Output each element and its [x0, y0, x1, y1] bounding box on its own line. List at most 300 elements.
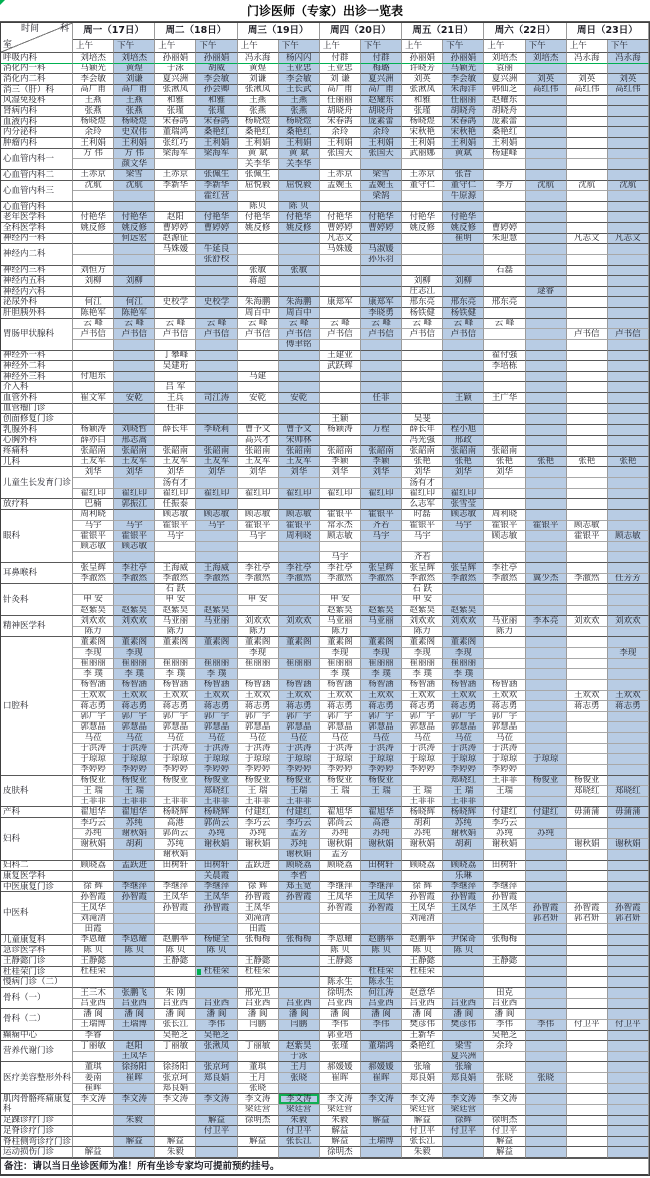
schedule-cell[interactable]: [567, 563, 608, 574]
schedule-cell[interactable]: 王友军: [238, 457, 279, 468]
schedule-cell[interactable]: [567, 372, 608, 383]
schedule-cell[interactable]: 任芳芳: [608, 574, 649, 585]
schedule-cell[interactable]: [279, 924, 320, 935]
schedule-cell[interactable]: 张艳: [567, 457, 608, 468]
schedule-cell[interactable]: 崔晖: [320, 1073, 361, 1084]
schedule-cell[interactable]: [114, 414, 155, 425]
schedule-cell[interactable]: 董瑞鸿: [155, 127, 196, 138]
schedule-cell[interactable]: [73, 340, 114, 351]
schedule-cell[interactable]: 王 瑞: [402, 786, 443, 797]
schedule-cell[interactable]: 马宇: [196, 521, 237, 532]
schedule-cell[interactable]: [484, 669, 525, 680]
schedule-cell[interactable]: 余玲: [484, 1041, 525, 1052]
schedule-cell[interactable]: 潘 阆: [114, 1009, 155, 1020]
schedule-cell[interactable]: [320, 287, 361, 298]
schedule-cell[interactable]: 杨智涵: [443, 680, 484, 691]
schedule-cell[interactable]: [567, 924, 608, 935]
schedule-cell[interactable]: [279, 287, 320, 298]
schedule-cell[interactable]: [608, 1147, 649, 1158]
schedule-cell[interactable]: [567, 627, 608, 638]
schedule-cell[interactable]: 徐明杰: [320, 988, 361, 999]
schedule-cell[interactable]: 杨晓辉: [155, 807, 196, 818]
schedule-cell[interactable]: 霍银平: [73, 531, 114, 542]
schedule-cell[interactable]: [567, 977, 608, 988]
schedule-cell[interactable]: [608, 351, 649, 362]
schedule-cell[interactable]: 王瑞: [279, 786, 320, 797]
schedule-cell[interactable]: 郭慧晶: [320, 722, 361, 733]
schedule-cell[interactable]: 付卫平: [196, 1126, 237, 1137]
schedule-cell[interactable]: 马宇: [114, 521, 155, 532]
schedule-cell[interactable]: 刘谦: [238, 74, 279, 85]
pm-session-header[interactable]: 下午: [114, 40, 155, 53]
schedule-cell[interactable]: 凡志文: [608, 234, 649, 245]
schedule-cell[interactable]: [73, 159, 114, 170]
schedule-cell[interactable]: [73, 871, 114, 882]
schedule-cell[interactable]: [526, 414, 567, 425]
schedule-cell[interactable]: 付艳华: [361, 212, 402, 223]
schedule-cell[interactable]: 张瑜: [443, 1062, 484, 1073]
schedule-cell[interactable]: 潘 阆: [155, 1009, 196, 1020]
schedule-cell[interactable]: [279, 606, 320, 617]
schedule-cell[interactable]: [443, 627, 484, 638]
schedule-cell[interactable]: 时磊: [402, 510, 443, 521]
schedule-cell[interactable]: 李文涛: [279, 1094, 320, 1105]
dept-label[interactable]: 血液内科: [1, 117, 73, 128]
dept-label[interactable]: 泌尿外科: [1, 297, 73, 308]
schedule-cell[interactable]: [443, 914, 484, 925]
schedule-cell[interactable]: 潘 阆: [361, 1009, 402, 1020]
schedule-cell[interactable]: 任菲: [155, 404, 196, 415]
schedule-cell[interactable]: [567, 871, 608, 882]
schedule-cell[interactable]: 王菲菲: [114, 797, 155, 808]
schedule-cell[interactable]: [114, 244, 155, 255]
schedule-cell[interactable]: [608, 149, 649, 160]
schedule-cell[interactable]: [608, 722, 649, 733]
schedule-cell[interactable]: 杨晓煜: [402, 117, 443, 128]
schedule-cell[interactable]: 何江: [114, 297, 155, 308]
schedule-cell[interactable]: [608, 1116, 649, 1127]
schedule-cell[interactable]: 云 峰: [484, 319, 525, 330]
schedule-cell[interactable]: [526, 159, 567, 170]
schedule-cell[interactable]: 张长江: [155, 1020, 196, 1031]
schedule-cell[interactable]: 董素阁: [114, 637, 155, 648]
schedule-cell[interactable]: 霍红营: [196, 191, 237, 202]
schedule-cell[interactable]: 杨建峰: [484, 149, 525, 160]
schedule-cell[interactable]: 苏纯: [402, 829, 443, 840]
schedule-cell[interactable]: 宋春鸽: [443, 117, 484, 128]
schedule-cell[interactable]: 张梅梅: [279, 935, 320, 946]
schedule-cell[interactable]: 孟婉玉: [320, 181, 361, 192]
schedule-cell[interactable]: 史校学: [155, 297, 196, 308]
schedule-cell[interactable]: [608, 1084, 649, 1095]
schedule-cell[interactable]: 赵阳: [114, 1041, 155, 1052]
schedule-cell[interactable]: 卢书信: [73, 329, 114, 340]
schedule-cell[interactable]: 付艳华: [279, 212, 320, 223]
schedule-cell[interactable]: 于琼琼: [320, 754, 361, 765]
schedule-cell[interactable]: [196, 361, 237, 372]
schedule-cell[interactable]: 马亚丽: [196, 616, 237, 627]
schedule-cell[interactable]: [526, 882, 567, 893]
schedule-cell[interactable]: 王静懿: [402, 956, 443, 967]
schedule-cell[interactable]: 解益: [73, 1147, 114, 1158]
schedule-cell[interactable]: [484, 329, 525, 340]
schedule-cell[interactable]: [608, 606, 649, 617]
schedule-cell[interactable]: [320, 967, 361, 978]
schedule-cell[interactable]: 郭广宇: [320, 712, 361, 723]
schedule-cell[interactable]: 霍银平: [320, 510, 361, 521]
schedule-cell[interactable]: 张晓: [238, 1084, 279, 1095]
schedule-cell[interactable]: [567, 542, 608, 553]
schedule-cell[interactable]: 于琼琼: [238, 754, 279, 765]
schedule-cell[interactable]: 朱毅: [155, 1147, 196, 1158]
schedule-cell[interactable]: 郭君妍: [567, 914, 608, 925]
schedule-cell[interactable]: 解益: [238, 1137, 279, 1148]
schedule-cell[interactable]: [526, 138, 567, 149]
schedule-cell[interactable]: [567, 393, 608, 404]
schedule-cell[interactable]: [526, 595, 567, 606]
schedule-cell[interactable]: [443, 1084, 484, 1095]
schedule-cell[interactable]: 张京珂: [196, 1062, 237, 1073]
schedule-cell[interactable]: [484, 946, 525, 957]
schedule-cell[interactable]: 郭慧晶: [279, 722, 320, 733]
schedule-cell[interactable]: [196, 1105, 237, 1116]
schedule-cell[interactable]: [196, 531, 237, 542]
schedule-cell[interactable]: 关李华: [279, 159, 320, 170]
schedule-cell[interactable]: 郭慧晶: [361, 722, 402, 733]
schedule-cell[interactable]: 郭广宇: [443, 712, 484, 723]
schedule-cell[interactable]: 王燕: [73, 96, 114, 107]
schedule-cell[interactable]: 夏兴洲: [484, 74, 525, 85]
schedule-cell[interactable]: [608, 776, 649, 787]
dept-label[interactable]: 神经内六科: [1, 287, 73, 298]
schedule-cell[interactable]: 郭慧晶: [484, 722, 525, 733]
schedule-cell[interactable]: 宋帅林: [279, 436, 320, 447]
schedule-cell[interactable]: [526, 499, 567, 510]
schedule-cell[interactable]: 王颖: [320, 414, 361, 425]
schedule-cell[interactable]: 刘英: [526, 74, 567, 85]
schedule-cell[interactable]: 颜文华: [114, 159, 155, 170]
schedule-cell[interactable]: 李继萍: [196, 882, 237, 893]
dept-label[interactable]: 肌肉骨骼疼痛康复科: [3, 1094, 72, 1115]
schedule-cell[interactable]: [443, 924, 484, 935]
schedule-cell[interactable]: [526, 892, 567, 903]
schedule-cell[interactable]: 张韶南: [155, 446, 196, 457]
schedule-cell[interactable]: [484, 159, 525, 170]
schedule-cell[interactable]: 蒋志勇: [320, 701, 361, 712]
schedule-cell[interactable]: 陈永生: [361, 977, 402, 988]
schedule-cell[interactable]: 周利晓: [73, 510, 114, 521]
schedule-cell[interactable]: 何远宏: [114, 234, 155, 245]
schedule-cell[interactable]: [526, 1041, 567, 1052]
schedule-cell[interactable]: 王燕: [238, 96, 279, 107]
schedule-cell[interactable]: 付卫平: [608, 1020, 649, 1031]
schedule-cell[interactable]: 李伟: [361, 1020, 402, 1031]
schedule-cell[interactable]: [484, 478, 525, 489]
dept-label[interactable]: 精神医学科: [1, 616, 73, 637]
schedule-cell[interactable]: [238, 669, 279, 680]
schedule-cell[interactable]: 薛亦白: [73, 436, 114, 447]
schedule-cell[interactable]: 薛长年: [155, 425, 196, 436]
schedule-cell[interactable]: 郭广宇: [238, 712, 279, 723]
schedule-cell[interactable]: 陈 贝: [114, 946, 155, 957]
schedule-cell[interactable]: [443, 340, 484, 351]
schedule-cell[interactable]: [567, 818, 608, 829]
schedule-cell[interactable]: [155, 871, 196, 882]
dept-label[interactable]: 胃肠甲状腺科: [1, 319, 73, 351]
schedule-cell[interactable]: 吕亚西: [196, 999, 237, 1010]
schedule-cell[interactable]: 孙智霞: [361, 903, 402, 914]
dept-label[interactable]: 康复医学科: [1, 871, 73, 882]
schedule-cell[interactable]: 胡晓舟: [484, 106, 525, 117]
schedule-cell[interactable]: 崔丽丽: [361, 659, 402, 670]
schedule-cell[interactable]: 朱毅: [402, 1147, 443, 1158]
schedule-cell[interactable]: [484, 1052, 525, 1063]
schedule-cell[interactable]: 顾晓荔: [402, 861, 443, 872]
schedule-cell[interactable]: [443, 956, 484, 967]
schedule-cell[interactable]: 曹婷婷: [196, 223, 237, 234]
schedule-cell[interactable]: [526, 149, 567, 160]
schedule-cell[interactable]: 孙智霞: [608, 903, 649, 914]
schedule-cell[interactable]: 武跃辉: [320, 361, 361, 372]
schedule-cell[interactable]: 陈艳军: [114, 308, 155, 319]
schedule-cell[interactable]: 石 跃: [402, 584, 443, 595]
dept-label[interactable]: 神经内五科: [1, 276, 73, 287]
schedule-cell[interactable]: [320, 914, 361, 925]
schedule-cell[interactable]: [279, 351, 320, 362]
schedule-cell[interactable]: [567, 595, 608, 606]
schedule-cell[interactable]: [484, 606, 525, 617]
schedule-cell[interactable]: [196, 478, 237, 489]
schedule-cell[interactable]: [608, 797, 649, 808]
schedule-cell[interactable]: 郭广宇: [196, 712, 237, 723]
schedule-cell[interactable]: [361, 871, 402, 882]
dept-label[interactable]: 眼科: [1, 510, 73, 563]
schedule-cell[interactable]: [114, 478, 155, 489]
dept-label[interactable]: 慢病门诊（二）: [1, 977, 73, 988]
schedule-cell[interactable]: 刘滝清: [402, 914, 443, 925]
dept-label[interactable]: 老年医学科: [1, 212, 73, 223]
schedule-cell[interactable]: 朱海洋: [443, 85, 484, 96]
schedule-cell[interactable]: 孙智霞: [114, 892, 155, 903]
schedule-cell[interactable]: 高港: [155, 818, 196, 829]
day-header[interactable]: 周一（17日）: [73, 23, 155, 40]
schedule-cell[interactable]: [73, 1126, 114, 1137]
schedule-cell[interactable]: [484, 499, 525, 510]
schedule-cell[interactable]: [567, 351, 608, 362]
schedule-cell[interactable]: [114, 584, 155, 595]
schedule-cell[interactable]: 翟红印: [320, 489, 361, 500]
schedule-cell[interactable]: [279, 627, 320, 638]
schedule-cell[interactable]: [567, 170, 608, 181]
schedule-cell[interactable]: 卢书信: [196, 329, 237, 340]
schedule-cell[interactable]: 赵紫昊: [114, 606, 155, 617]
schedule-cell[interactable]: 徐 辉: [402, 882, 443, 893]
schedule-cell[interactable]: 于洪涛: [238, 744, 279, 755]
schedule-cell[interactable]: 张艳: [402, 457, 443, 468]
schedule-cell[interactable]: [279, 967, 320, 978]
schedule-cell[interactable]: 吕亚西: [320, 999, 361, 1010]
schedule-cell[interactable]: [320, 393, 361, 404]
schedule-cell[interactable]: [567, 606, 608, 617]
schedule-cell[interactable]: [402, 234, 443, 245]
schedule-cell[interactable]: 王凤华: [238, 903, 279, 914]
schedule-cell[interactable]: [608, 892, 649, 903]
schedule-cell[interactable]: [114, 914, 155, 925]
schedule-cell[interactable]: [443, 382, 484, 393]
schedule-cell[interactable]: 曹婷婷: [361, 223, 402, 234]
schedule-cell[interactable]: 凡志文: [567, 234, 608, 245]
schedule-cell[interactable]: [567, 244, 608, 255]
schedule-cell[interactable]: 黄 斌: [279, 149, 320, 160]
schedule-cell[interactable]: 梁雪: [114, 170, 155, 181]
schedule-cell[interactable]: 和雅: [402, 96, 443, 107]
schedule-cell[interactable]: [526, 361, 567, 372]
schedule-cell[interactable]: 王长武: [279, 85, 320, 96]
schedule-cell[interactable]: 霍银平: [238, 521, 279, 532]
schedule-cell[interactable]: [608, 659, 649, 670]
schedule-cell[interactable]: 李伟: [484, 1020, 525, 1031]
schedule-cell[interactable]: 傅聿铭: [279, 340, 320, 351]
dept-label[interactable]: 儿童康复科: [1, 935, 73, 946]
schedule-cell[interactable]: 崔丽丽: [196, 659, 237, 670]
schedule-cell[interactable]: 霍银平: [114, 531, 155, 542]
schedule-cell[interactable]: [526, 1105, 567, 1116]
am-session-header[interactable]: 上午: [402, 40, 443, 53]
schedule-cell[interactable]: 马宇: [361, 531, 402, 542]
schedule-cell[interactable]: [484, 924, 525, 935]
schedule-cell[interactable]: 陈 贝: [361, 946, 402, 957]
schedule-cell[interactable]: 李婷婷: [402, 765, 443, 776]
schedule-cell[interactable]: 刘柳: [114, 276, 155, 287]
schedule-cell[interactable]: 刘欢欢: [279, 616, 320, 627]
schedule-cell[interactable]: 王菲菲: [402, 797, 443, 808]
schedule-cell[interactable]: [484, 170, 525, 181]
schedule-cell[interactable]: 刘华: [114, 467, 155, 478]
schedule-cell[interactable]: [320, 202, 361, 213]
schedule-cell[interactable]: 任菲: [361, 393, 402, 404]
day-header[interactable]: 周六（22日）: [484, 23, 566, 40]
schedule-cell[interactable]: [238, 361, 279, 372]
schedule-cell[interactable]: [484, 1105, 525, 1116]
schedule-cell[interactable]: 王欢欢: [279, 691, 320, 702]
schedule-cell[interactable]: 逯睿: [526, 287, 567, 298]
schedule-cell[interactable]: 付艳华: [402, 212, 443, 223]
schedule-cell[interactable]: 顾志敏: [567, 521, 608, 532]
schedule-cell[interactable]: 赵紫昊: [361, 606, 402, 617]
schedule-cell[interactable]: 张呈辉: [443, 563, 484, 574]
schedule-cell[interactable]: [484, 797, 525, 808]
schedule-cell[interactable]: [567, 967, 608, 978]
schedule-cell[interactable]: 吕亚西: [238, 999, 279, 1010]
schedule-cell[interactable]: [155, 1105, 196, 1116]
schedule-cell[interactable]: 马亚丽: [320, 616, 361, 627]
schedule-cell[interactable]: 孙智霞: [484, 892, 525, 903]
schedule-cell[interactable]: [567, 1147, 608, 1158]
schedule-cell[interactable]: 郭慧晶: [443, 722, 484, 733]
schedule-cell[interactable]: 张瑜: [402, 1062, 443, 1073]
schedule-cell[interactable]: 李婷婷: [155, 765, 196, 776]
schedule-cell[interactable]: 苏纯: [196, 829, 237, 840]
schedule-cell[interactable]: [567, 467, 608, 478]
schedule-cell[interactable]: 宋春鸽: [320, 117, 361, 128]
schedule-cell[interactable]: 杨智涵: [279, 680, 320, 691]
schedule-cell[interactable]: 张京珂: [155, 1073, 196, 1084]
schedule-cell[interactable]: 谢秋娟: [361, 839, 402, 850]
schedule-cell[interactable]: [155, 1126, 196, 1137]
schedule-cell[interactable]: 武丽娜: [402, 149, 443, 160]
schedule-cell[interactable]: [361, 287, 402, 298]
schedule-cell[interactable]: 李继萍: [155, 882, 196, 893]
schedule-cell[interactable]: 闫鹏: [238, 1020, 279, 1031]
schedule-cell[interactable]: 付群: [320, 53, 361, 64]
schedule-cell[interactable]: [361, 436, 402, 447]
dept-label[interactable]: 神经内三科: [1, 266, 73, 277]
schedule-cell[interactable]: 王利娟: [196, 138, 237, 149]
schedule-cell[interactable]: [443, 361, 484, 372]
schedule-cell[interactable]: 李文涛: [443, 1094, 484, 1105]
schedule-cell[interactable]: 冀少杰: [526, 574, 567, 585]
schedule-cell[interactable]: 翟旭华: [114, 807, 155, 818]
schedule-cell[interactable]: 孙智霞: [443, 892, 484, 903]
schedule-cell[interactable]: [361, 914, 402, 925]
schedule-cell[interactable]: [443, 977, 484, 988]
schedule-cell[interactable]: 王凤华: [73, 903, 114, 914]
schedule-cell[interactable]: 申 安: [402, 595, 443, 606]
schedule-cell[interactable]: [567, 212, 608, 223]
schedule-cell[interactable]: 赵紫昊: [402, 606, 443, 617]
schedule-cell[interactable]: [567, 1094, 608, 1105]
schedule-cell[interactable]: 朱毅: [320, 1116, 361, 1127]
schedule-cell[interactable]: 杨俊亚: [567, 776, 608, 787]
dept-label[interactable]: 中医科: [1, 892, 73, 935]
schedule-cell[interactable]: 杜桂荣: [361, 967, 402, 978]
schedule-cell[interactable]: 李文涛: [73, 1094, 114, 1105]
schedule-cell[interactable]: [526, 935, 567, 946]
schedule-cell[interactable]: 高港: [361, 818, 402, 829]
schedule-cell[interactable]: 蒋超: [238, 276, 279, 287]
schedule-cell[interactable]: [73, 584, 114, 595]
schedule-cell[interactable]: 顾志敏: [320, 531, 361, 542]
schedule-cell[interactable]: [155, 340, 196, 351]
schedule-cell[interactable]: 李文涛: [402, 1094, 443, 1105]
schedule-cell[interactable]: [526, 669, 567, 680]
schedule-cell[interactable]: 吕亚西: [361, 999, 402, 1010]
schedule-cell[interactable]: 冯光强: [402, 436, 443, 447]
schedule-cell[interactable]: [361, 351, 402, 362]
schedule-cell[interactable]: [279, 542, 320, 553]
schedule-cell[interactable]: [155, 977, 196, 988]
schedule-cell[interactable]: 宋春鸽: [155, 117, 196, 128]
schedule-cell[interactable]: [443, 414, 484, 425]
schedule-cell[interactable]: 邢东亮: [443, 297, 484, 308]
schedule-cell[interactable]: 谢秋娟: [320, 839, 361, 850]
schedule-cell[interactable]: 杨俊亚: [320, 776, 361, 787]
schedule-cell[interactable]: [608, 1105, 649, 1116]
schedule-cell[interactable]: 孟跃进: [114, 861, 155, 872]
schedule-cell[interactable]: [526, 850, 567, 861]
schedule-cell[interactable]: 解益: [196, 1116, 237, 1127]
schedule-cell[interactable]: 胡晓舟: [361, 106, 402, 117]
schedule-cell[interactable]: [238, 542, 279, 553]
schedule-cell[interactable]: 马莅: [196, 733, 237, 744]
schedule-cell[interactable]: 赵鹏举: [155, 935, 196, 946]
schedule-cell[interactable]: [361, 340, 402, 351]
schedule-cell[interactable]: 王利娟: [73, 138, 114, 149]
schedule-cell[interactable]: 霍银平: [567, 531, 608, 542]
schedule-cell[interactable]: [484, 372, 525, 383]
schedule-cell[interactable]: [443, 478, 484, 489]
schedule-cell[interactable]: 王瑞: [484, 786, 525, 797]
